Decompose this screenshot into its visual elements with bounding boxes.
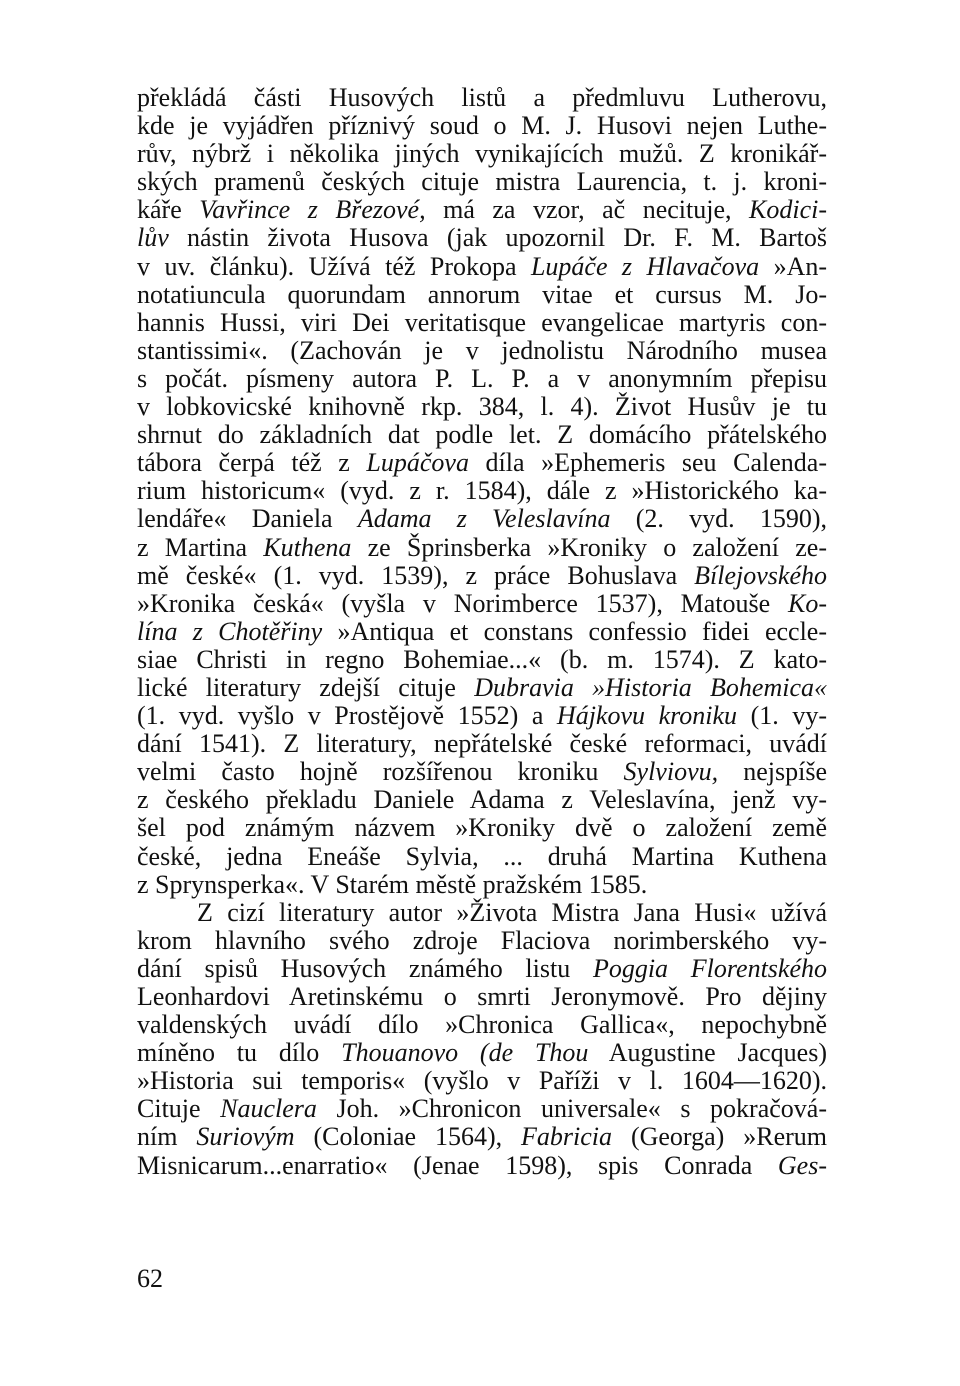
text-line (137, 253, 827, 281)
text-segment: velmi často hojně rozšířenou kroniku (137, 757, 624, 787)
text-segment: (2. vyd. 1590), (610, 504, 827, 534)
text-line (137, 1123, 827, 1151)
text-line (137, 590, 827, 618)
text-segment: z Martina (137, 532, 264, 562)
text-segment: z českého překladu Daniele Adama z Veleslavína, jenž vy- (137, 785, 827, 815)
italic-text-segment: Ges- (777, 1150, 827, 1180)
text-segment: ských pramenů českých cituje mistra Laurencia, t. j. kroni- (137, 167, 827, 197)
text-line (137, 674, 827, 702)
text-segment: krom hlavního svého zdroje Flaciova norimberského vy- (137, 925, 827, 955)
italic-text-segment: Vavřince z Březové, (199, 195, 426, 225)
text-segment: »Kronika česká« (vyšla v Norimberce 1537), Matouše (137, 588, 788, 618)
text-line (137, 393, 827, 421)
italic-text-segment: Suriovým (196, 1122, 295, 1152)
text-segment: z Sprynsperka«. V Starém městě pražském 1585. (137, 869, 648, 899)
text-line (137, 814, 827, 842)
text-line (137, 281, 827, 309)
text-line (137, 477, 827, 505)
text-segment: siae Christi in regno Bohemiae...« (b. m. 1574). Z kato- (137, 644, 827, 674)
text-segment: (1. vyd. vyšlo v Prostějově 1552) a (137, 701, 557, 731)
text-segment: shrnut do základních dat podle let. Z domácího přátelského (137, 420, 827, 450)
italic-text-segment: Lupáče z Hlavačova (530, 251, 760, 281)
italic-text-segment: Ko- (788, 588, 827, 618)
page-text (137, 84, 827, 1180)
text-line (137, 871, 827, 899)
text-segment: valdenských uvádí dílo »Chronica Gallica«, nepochybně (137, 1010, 827, 1040)
text-segment: díla »Ephemeris seu Calenda- (468, 448, 827, 478)
text-segment: Augustine Jacques) (588, 1038, 827, 1068)
text-segment: (Coloniae 1564), (294, 1122, 522, 1152)
text-line (137, 309, 827, 337)
italic-text-segment: Dubravia »Historia Bohemica« (474, 672, 827, 702)
text-line (137, 196, 827, 224)
text-segment: šel pod známým názvem »Kroniky dvě o založení země (137, 813, 827, 843)
italic-text-segment: Poggia Florentského (592, 953, 827, 983)
text-segment: stantissimi«. (Zachován je v jednolistu Národního musea (137, 335, 827, 365)
italic-text-segment: Fabricia (521, 1122, 613, 1152)
text-line (137, 730, 827, 758)
text-segment: rův, nýbrž i několika jiných vynikajících mužů. Z kronikář- (137, 139, 827, 169)
text-segment: Leonhardovi Aretinskému o smrti Jeronymově. Pro dějiny (137, 982, 827, 1011)
text-line (137, 562, 827, 590)
text-line (137, 1095, 827, 1123)
text-line (137, 955, 827, 983)
text-line (137, 449, 827, 477)
text-segment: hannis Hussi, viri Dei veritatisque evangelicae martyris con- (137, 307, 827, 337)
italic-text-segment: Kodici- (749, 195, 827, 225)
text-line (137, 168, 827, 196)
text-line (137, 983, 827, 1011)
text-line (137, 1067, 827, 1095)
italic-text-segment: Thouanovo (de Thou (341, 1038, 589, 1068)
text-segment: Misnicarum...enarratio« (Jenae 1598), spis Conrada (137, 1150, 778, 1180)
text-segment: lendáře« Daniela (137, 504, 358, 534)
text-line (137, 618, 827, 646)
text-segment: Cituje (137, 1094, 221, 1124)
text-segment: s počát. písmeny autora P. L. P. a v anonymním přepisu (137, 363, 827, 393)
italic-text-segment: Adama z Veleslavína (357, 504, 611, 534)
italic-text-segment: Bílejovského (694, 560, 827, 590)
text-segment: Joh. »Chronicon universale« s pokračová- (316, 1094, 827, 1124)
page-number: 62 (137, 1264, 163, 1293)
text-segment: mě české« (1. vyd. 1539), z práce Bohuslava (137, 560, 695, 590)
text-segment: Z cizí literatury autor »Života Mistra Jana Husi« užívá (197, 897, 827, 927)
text-segment: nejspíše (718, 757, 827, 787)
text-segment: »Historia sui temporis« (vyšlo v Paříži v l. 1604—1620). (137, 1066, 827, 1096)
text-segment: nástin života Husova (jak upozornil Dr. F. M. Bartoš (168, 223, 827, 253)
italic-text-segment: Lupáčova (366, 448, 469, 478)
text-segment: lické literatury zdejší cituje (137, 672, 475, 702)
text-segment: (Georga) »Rerum (612, 1122, 827, 1152)
text-line (137, 1152, 827, 1180)
text-segment: překládá části Husových listů a předmluvu Lutherovu, (137, 83, 827, 112)
text-line (137, 421, 827, 449)
text-line (137, 1011, 827, 1039)
text-line (137, 505, 827, 533)
italic-text-segment: Sylviovu, (623, 757, 719, 787)
text-segment: »Antiqua et constans confessio fidei eccle- (322, 616, 828, 646)
text-segment: notatiuncula quorundam annorum vitae et cursus M. Jo- (137, 279, 827, 309)
text-segment: »An- (759, 251, 827, 281)
text-segment: ním (137, 1122, 197, 1152)
text-line (137, 1039, 827, 1067)
text-segment: míněno tu dílo (137, 1038, 342, 1068)
text-line (137, 534, 827, 562)
text-segment: káře (137, 195, 200, 225)
text-line (137, 843, 827, 871)
text-line (137, 758, 827, 786)
text-line (137, 365, 827, 393)
text-line (137, 927, 827, 955)
text-segment: ze Šprinsberka »Kroniky o založení ze- (351, 532, 827, 562)
text-segment: rium historicum« (vyd. z r. 1584), dále z »Historického ka- (137, 476, 827, 506)
text-line (137, 224, 827, 252)
text-segment: v uv. článku). Užívá též Prokopa (137, 251, 531, 281)
text-segment: dání 1541). Z literatury, nepřátelské české reformaci, uvádí (137, 729, 827, 759)
text-segment: v lobkovicské knihovně rkp. 384, l. 4). Život Husův je tu (137, 392, 827, 422)
text-line (137, 140, 827, 168)
text-line (137, 646, 827, 674)
text-line (137, 84, 827, 112)
text-segment: dání spisů Husových známého listu (137, 953, 593, 983)
italic-text-segment: Hájkovu kroniku (556, 701, 738, 731)
text-segment: (1. vy- (737, 701, 827, 731)
text-line (137, 899, 827, 927)
italic-text-segment: Nauclera (220, 1094, 317, 1124)
italic-text-segment: Kuthena (263, 532, 352, 562)
text-line (137, 702, 827, 730)
text-segment: tábora čerpá též z (137, 448, 367, 478)
text-segment: má za vzor, ač necituje, (425, 195, 749, 225)
text-segment: české, jedna Eneáše Sylvia, ... druhá Martina Kuthena (137, 841, 827, 871)
text-line (137, 112, 827, 140)
text-segment: kde je vyjádřen příznivý soud o M. J. Husovi nejen Luthe- (137, 111, 827, 141)
italic-text-segment: lína z Chotěřiny (137, 616, 323, 646)
text-line (137, 337, 827, 365)
text-line (137, 786, 827, 814)
italic-text-segment: lův (137, 223, 169, 253)
